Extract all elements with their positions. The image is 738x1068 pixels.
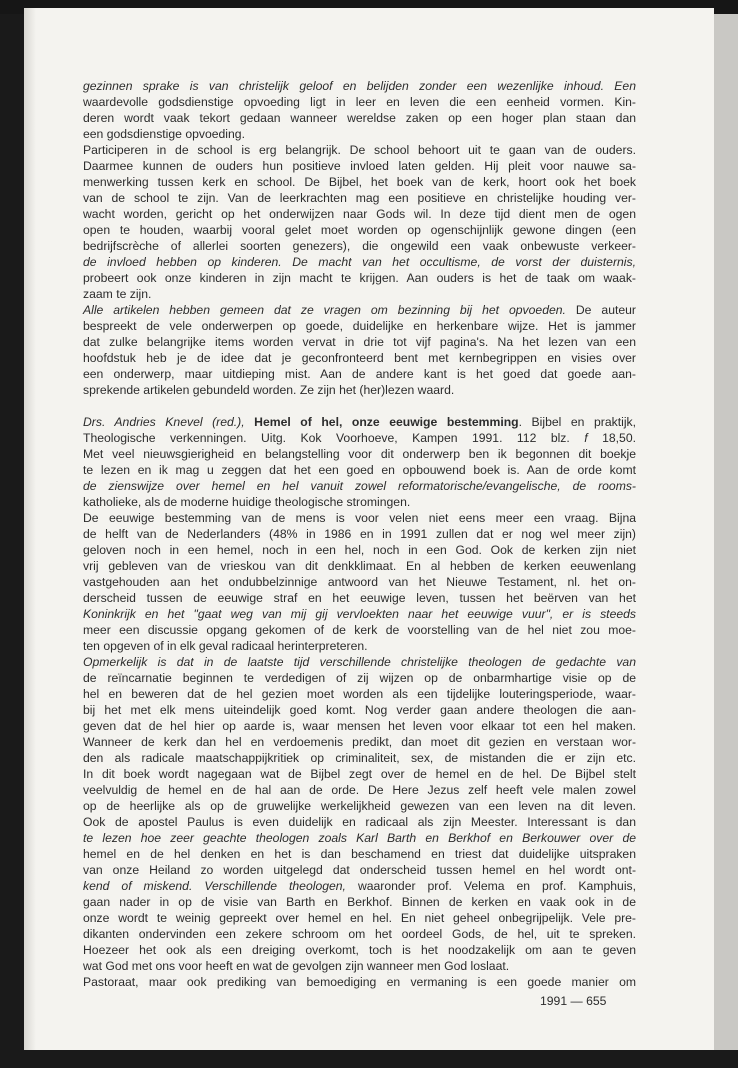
- text-run: geloven noch in een hemel, noch in een hel, noch in een God. Ook de kerken zijn niet: [83, 543, 636, 557]
- text-run: sprekende artikelen gebundeld worden. Ze zijn het (her)lezen waard.: [83, 383, 455, 397]
- text-line: [83, 974, 636, 990]
- text-run: Theologische verkenningen. Uitg. Kok Voorhoeve, Kampen 1991. 112 blz.: [83, 431, 585, 445]
- text-run: van onze Heiland zo worden uitgelegd dat onderscheid tussen hemel en hel wordt ont-: [83, 863, 636, 877]
- text-line: [83, 382, 636, 398]
- text-run: Opmerkelijk is dat in de laatste tijd verschillende christelijke theologen de gedachte van: [83, 655, 636, 669]
- text-run: katholieke, als de moderne huidige theologische stromingen.: [83, 495, 411, 509]
- text-line: [83, 590, 636, 606]
- text-run: 18,50.: [587, 431, 636, 445]
- text-line: [83, 430, 636, 446]
- text-line: [83, 910, 636, 926]
- text-line: [83, 110, 636, 126]
- text-run: vrij gebleven van de vrieskou van dit denkklimaat. En al hebben de kerken eeuwenlang: [83, 559, 636, 573]
- text-line: [83, 814, 636, 830]
- text-run: geven dat de hel hier op aarde is, waar mensen het leven voor elkaar tot een hel maken.: [83, 719, 636, 733]
- text-line: [83, 462, 636, 478]
- text-run: bij het met elk mens uiteindelijk goed komt. Nog verder gaan andere theologen die aan-: [83, 703, 636, 717]
- text-line: [83, 542, 636, 558]
- text-run: op de heerlijke als op de gruwelijke werkelijkheid gewezen van een leven na dit leven.: [83, 799, 636, 813]
- text-line: [83, 174, 636, 190]
- text-run: gaan nader in op de visie van Barth en Berkhof. Binnen de kerken en vaak ook in de: [83, 895, 636, 909]
- text-line: [83, 686, 636, 702]
- text-run: kend of miskend. Verschillende theologen,: [83, 879, 346, 893]
- text-run: menwerking tussen kerk en school. De Bijbel, het boek van de kerk, hoort ook het boek: [83, 175, 636, 189]
- text-line: [83, 766, 636, 782]
- text-line: [83, 350, 636, 366]
- text-run: vastgehouden aan het ondubbelzinnige antwoord van het Nieuwe Testament, nl. het on-: [83, 575, 636, 589]
- text-line: [83, 798, 636, 814]
- text-run: de helft van de Nederlanders (48% in 1986 en in 1991 zullen dat er nog wel meer zijn): [83, 527, 636, 541]
- text-line: [83, 670, 636, 686]
- text-line: [83, 206, 636, 222]
- text-line: [83, 894, 636, 910]
- text-line: [83, 270, 636, 286]
- text-line: [83, 702, 636, 718]
- text-run: . Bijbel en praktijk,: [518, 415, 637, 429]
- page-edge: [714, 14, 738, 1054]
- text-run: Alle artikelen hebben gemeen dat ze vragen om bezinning bij het opvoeden.: [83, 303, 566, 317]
- text-run: den als radicale maatschappijkritiek op criminaliteit, sex, de mistanden die er zijn etc.: [83, 751, 636, 765]
- text-run: dat zulke belangrijke items worden vervat in drie tot vijf pagina's. Na het lezen van een: [83, 335, 636, 349]
- text-line: [83, 190, 636, 206]
- text-run: Met veel nieuwsgierigheid en belangstelling voor dit onderwerp ben ik begonnen dit boekje: [83, 447, 636, 461]
- text-run: Pastoraat, maar ook prediking van bemoediging en vermaning is een goede manier om: [83, 975, 636, 989]
- text-line: [83, 526, 636, 542]
- text-run: te lezen hoe zeer geachte theologen zoals Karl Barth en Berkhof en Berkouwer over de: [83, 831, 636, 845]
- text-line: [83, 718, 636, 734]
- paragraph-gap: [83, 398, 636, 414]
- text-run: hemel en de hel denken en het is dan beschamend en triest dat duidelijke uitspraken: [83, 847, 636, 861]
- text-line: [83, 782, 636, 798]
- text-run: waaronder prof. Velema en prof. Kamphuis,: [345, 879, 637, 893]
- text-run: probeert ook onze kinderen in zijn macht te krijgen. Aan ouders is het de taak om waak-: [83, 271, 636, 285]
- text-run: dikanten ondervinden een zekere schroom om het oordeel Gods, de hel, uit te spreken.: [83, 927, 636, 941]
- text-run: Daarmee kunnen de ouders hun positieve invloed laten gelden. Hij pleit voor nauwe sa-: [83, 159, 636, 173]
- text-line: [83, 942, 636, 958]
- text-line: [83, 606, 636, 622]
- text-run: Wanneer de kerk dan hel en verdoemenis predikt, dan moet dit gezien en verstaan wor-: [83, 735, 636, 749]
- text-line: [83, 126, 636, 142]
- text-run: meer een discussie opgang gekomen of de kerk de voorstelling van de hel niet zou moe-: [83, 623, 636, 637]
- text-run: een godsdienstige opvoeding.: [83, 127, 245, 141]
- text-line: [83, 254, 636, 270]
- text-run: hel en beweren dat de hel gezien moet worden als een tijdelijke louteringsperiode, waar-: [83, 687, 636, 701]
- text-line: [83, 926, 636, 942]
- text-run: Ook de apostel Paulus is even duidelijk en radicaal als zijn Meester. Interessant is dan: [83, 815, 636, 829]
- text-line: [83, 622, 636, 638]
- text-line: [83, 734, 636, 750]
- text-run: de invloed hebben op kinderen. De macht van het occultisme, de vorst der duisternis,: [83, 255, 636, 269]
- article-text: [83, 78, 636, 990]
- text-run: Hoezeer het ook als een dreiging overkomt, toch is het noodzakelijk om aan te geven: [83, 943, 636, 957]
- text-line: [83, 654, 636, 670]
- text-line: [83, 334, 636, 350]
- text-run: waardevolle godsdienstige opvoeding ligt in leer en leven die een eenheid vormen. Kin-: [83, 95, 636, 109]
- text-run: bedrijfscrèche of allerlei soorten genezers), die ongewild een vaak onbewuste verkeer-: [83, 239, 636, 253]
- text-run: deren wordt vaak tekort gedaan wanneer wereldse zaken op een hoger plan staan dan: [83, 111, 636, 125]
- text-run: veelvuldig de hemel en de hal aan de orde. De Here Jezus zelf heeft vele malen zowel: [83, 783, 636, 797]
- text-line: [83, 318, 636, 334]
- text-line: [83, 78, 636, 94]
- text-run: van de school te zijn. Van de leerkrachten mag een positieve en christelijke houding ver-: [83, 191, 636, 205]
- text-run: gezinnen sprake is van christelijk geloof en belijden zonder een wezenlijke inhoud. Een: [83, 79, 636, 93]
- text-run: een onderwerp, maar uitdieping mist. Aan de andere kant is het goed dat goede aan-: [83, 367, 636, 381]
- text-run: te lezen en ik mag u zeggen dat het een goed en opbouwend boek is. Aan de orde komt: [83, 463, 636, 477]
- text-line: [83, 302, 636, 318]
- text-line: [83, 494, 636, 510]
- text-line: [83, 238, 636, 254]
- text-line: [83, 94, 636, 110]
- text-run: wat God met ons voor heeft en wat de gevolgen zijn wanneer men God loslaat.: [83, 959, 510, 973]
- text-line: [83, 286, 636, 302]
- page-number: 1991 — 655: [540, 994, 607, 1008]
- text-run: De eeuwige bestemming van de mens is voor velen niet eens meer een vraag. Bijna: [83, 511, 636, 525]
- text-run: bespreekt de vele onderwerpen op goede, duidelijke en herkenbare wijze. Het is jammer: [83, 319, 636, 333]
- text-line: [83, 750, 636, 766]
- text-line: [83, 878, 636, 894]
- text-line: [83, 222, 636, 238]
- scan-border-bottom: [0, 1050, 738, 1068]
- text-run: De auteur: [565, 303, 636, 317]
- text-line: [83, 846, 636, 862]
- text-run: Koninkrijk en het "gaat weg van mij gij vervloekten naar het eeuwige vuur", er is steeds: [83, 607, 636, 621]
- text-run: In dit boek wordt nagegaan wat de Bijbel zegt over de hemel en de hel. De Bijbel stelt: [83, 767, 636, 781]
- text-run: Hemel of hel, onze eeuwige bestemming: [254, 415, 519, 429]
- text-line: [83, 142, 636, 158]
- text-line: [83, 366, 636, 382]
- text-run: zaam te zijn.: [83, 287, 152, 301]
- text-line: [83, 478, 636, 494]
- text-run: ten opgeven of in elk geval radicaal herinterpreteren.: [83, 639, 368, 653]
- text-run: Drs. Andries Knevel (red.),: [83, 415, 245, 429]
- text-line: [83, 638, 636, 654]
- text-run: de zienswijze over hemel en hel vanuit zowel reformatorische/evangelische, de rooms-: [83, 479, 636, 493]
- text-run: open te houden, waarbij vooral gelet moet worden op ogenschijnlijk gewone dingen (een: [83, 223, 636, 237]
- text-line: [83, 830, 636, 846]
- text-line: [83, 446, 636, 462]
- page-binding-shadow: [24, 8, 36, 1050]
- text-line: [83, 510, 636, 526]
- text-run: [245, 415, 255, 429]
- text-line: [83, 958, 636, 974]
- text-line: [83, 574, 636, 590]
- text-run: derscheid tussen de eeuwige straf en het eeuwige leven, tussen het beërven van het: [83, 591, 636, 605]
- text-line: [83, 558, 636, 574]
- text-run: de reïncarnatie beginnen te verdedigen of zij wijzen op de onbarmhartige visie op de: [83, 671, 636, 685]
- text-run: Participeren in de school is erg belangrijk. De school behoort uit te gaan van de ouders.: [83, 143, 636, 157]
- text-run: hoofdstuk heb je de idee dat je geconfronteerd bent met kernbegrippen en visies over: [83, 351, 636, 365]
- text-run: onze wordt te weinig gepreekt over hemel en hel. En niet geheel onbegrijpelijk. Vele pre-: [83, 911, 636, 925]
- text-line: [83, 158, 636, 174]
- text-line: [83, 414, 636, 430]
- text-line: [83, 862, 636, 878]
- text-run: f: [584, 431, 588, 445]
- text-run: wacht worden, gericht op het onderwijzen naar Gods wil. In deze tijd dient men de ogen: [83, 207, 636, 221]
